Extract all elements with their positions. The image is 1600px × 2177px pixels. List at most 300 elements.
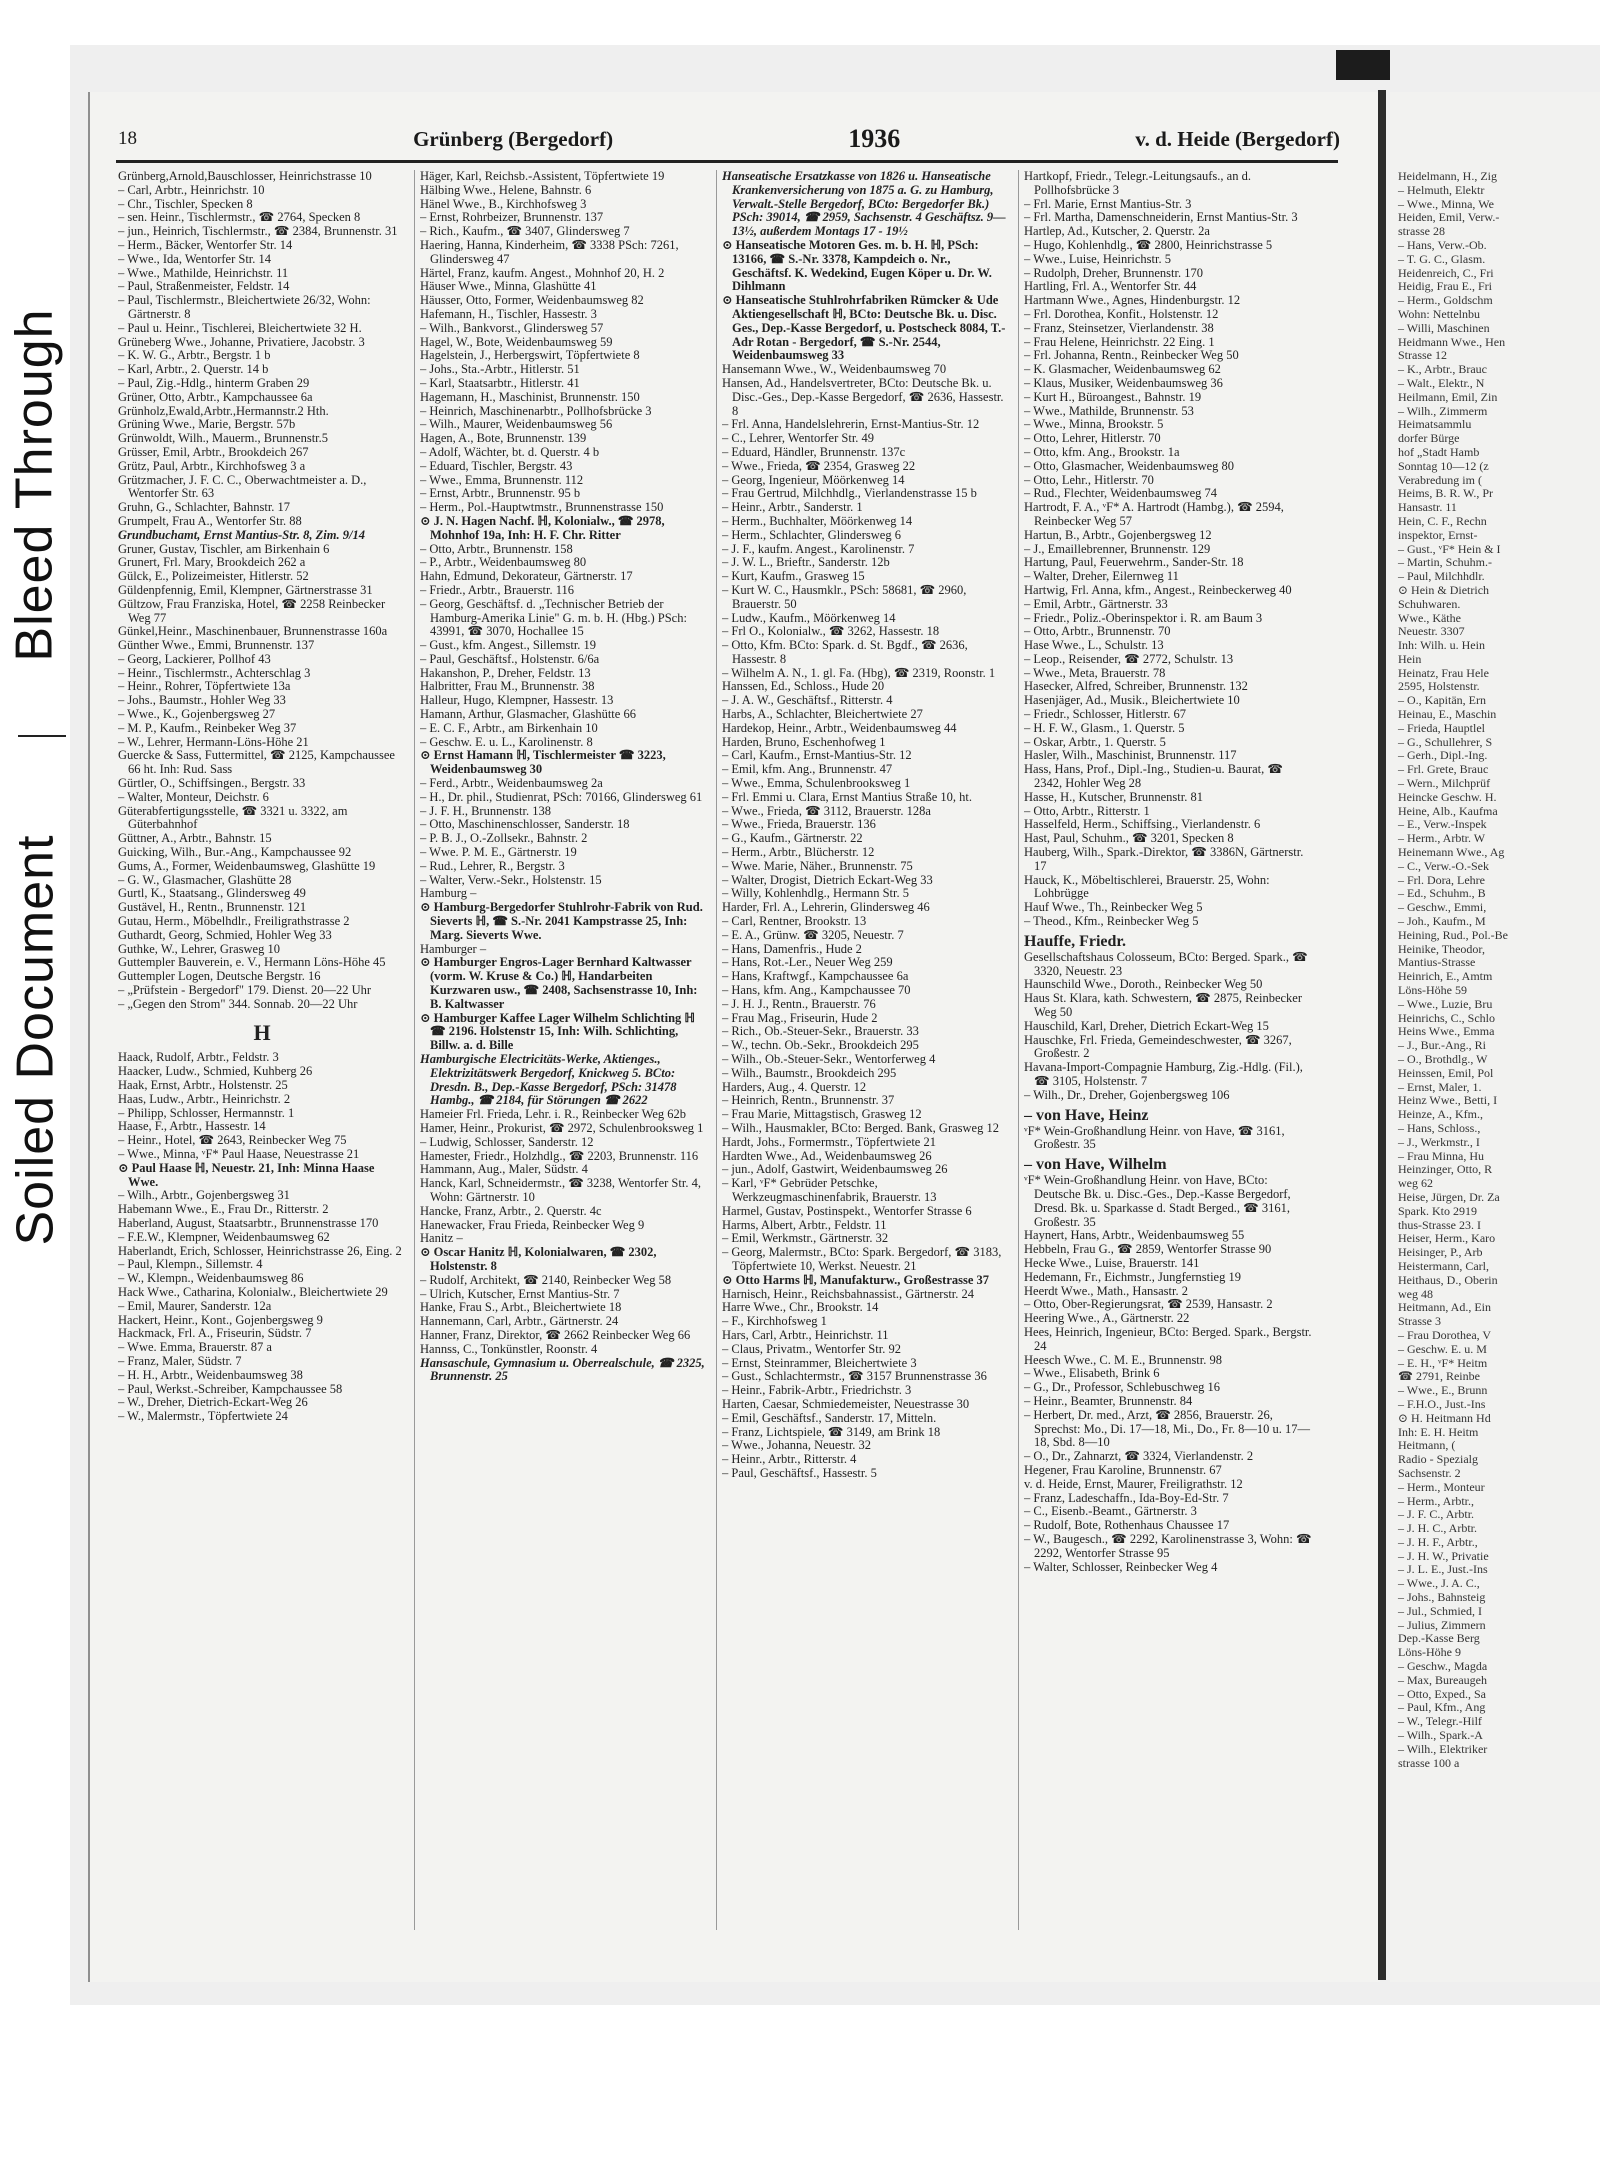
- directory-entry: – Ludwig, Schlosser, Sanderstr. 12: [420, 1134, 594, 1149]
- next-page-entry: – Ed., Schuhm., B: [1398, 886, 1486, 901]
- directory-entry: – Kurt W. C., Hausmklr., PSch: 58681, ☎ 2960, Brauerstr. 50: [722, 582, 967, 611]
- next-page-entry: Verabredung im (: [1398, 472, 1482, 487]
- directory-entry: Hedemann, Fr., Eichmstr., Jungfernstieg 19: [1024, 1269, 1241, 1284]
- directory-entry: Günther Wwe., Emmi, Brunnenstr. 137: [118, 638, 315, 653]
- directory-entry: Gruhn, G., Schlachter, Bahnstr. 17: [118, 500, 291, 515]
- next-page-entry: – Paul, Kfm., Ang: [1398, 1700, 1486, 1715]
- directory-entry: – Ferd., Arbtr., Weidenbaumsweg 2a: [420, 776, 603, 791]
- directory-entry: Grüneberg Wwe., Johanne, Privatiere, Jacobstr. 3: [118, 334, 365, 349]
- next-page-entry: ☎ 2791, Reinbe: [1398, 1369, 1480, 1384]
- next-page-entry: – Wwe., J. A. C.,: [1398, 1576, 1480, 1591]
- next-page-entry: – Hans, Verw.-Ob.: [1398, 237, 1487, 252]
- directory-entry: – W., Baugesch., ☎ 2292, Karolinenstrasse 3, Wohn: ☎ 2292, Wentorfer Strasse 95: [1024, 1531, 1312, 1560]
- next-page-entry: – Geschw., Emmi,: [1398, 900, 1487, 915]
- directory-entry: – Wilhelm A. N., 1. gl. Fa. (Hbg), ☎ 2319, Roonstr. 1: [722, 665, 996, 680]
- directory-entry: – Frl. Johanna, Rentn., Reinbecker Weg 50: [1024, 348, 1239, 363]
- next-page-entry: Heincke Geschw. H.: [1398, 789, 1497, 804]
- directory-entry: Hagel, W., Bote, Weidenbaumsweg 59: [420, 334, 613, 349]
- directory-entry: Hartlep, Ad., Kutscher, 2. Querstr. 2a: [1024, 224, 1210, 239]
- directory-entry: – Eduard, Tischler, Bergstr. 43: [420, 458, 573, 473]
- directory-entry: Gülck, E., Polizeimeister, Hitlerstr. 52: [118, 569, 309, 584]
- next-page-entry: Dep.-Kasse Berg: [1398, 1631, 1480, 1646]
- directory-entry: – Philipp, Schlosser, Hermannstr. 1: [118, 1105, 295, 1120]
- side-label-divider: [18, 735, 66, 737]
- directory-entry: Hack Wwe., Catharina, Kolonialw., Bleichertwiete 29: [118, 1284, 388, 1299]
- next-page-entry: – Johs., Bahnsteig: [1398, 1590, 1486, 1605]
- directory-entry: – Georg, Ingenieur, Möörkenweg 14: [722, 472, 905, 487]
- directory-entry: Hardekop, Heinr., Arbtr., Weidenbaumsweg 44: [722, 720, 957, 735]
- directory-entry: Hanke, Frau S., Arbt., Bleichertwiete 18: [420, 1300, 622, 1315]
- directory-entry: Hartkopf, Friedr., Telegr.-Leitungsaufs., an d. Pollhofsbrücke 3: [1024, 170, 1251, 197]
- directory-entry: – Otto, Lehrer, Hitlerstr. 70: [1024, 431, 1161, 446]
- directory-entry: ⊙ Hamburger Engros-Lager Bernhard Kaltwasser (vorm. W. Kruse & Co.) ℍ, Handarbeiten Kurzwaren usw., ☎ 2408, Sachsenstrasse 10, Inh: B. Kaltwasser: [420, 955, 698, 1011]
- directory-entry: – J. F., kaufm. Angest., Karolinenstr. 7: [722, 541, 915, 556]
- directory-entry: – Paul, Geschäftsf., Holstenstr. 6/6a: [420, 651, 600, 666]
- directory-entry: – Georg, Lackierer, Pollhof 43: [118, 651, 271, 666]
- next-page-entry: – Geschw., Magda: [1398, 1659, 1488, 1674]
- directory-entry: – sen. Heinr., Tischlermstr., ☎ 2764, Specken 8: [118, 210, 361, 225]
- next-page-entry: Heilmann, Emil, Zin: [1398, 389, 1498, 404]
- directory-entry: – Otto, Kfm. BCto: Spark. d. St. Bgdf., ☎ 2636, Hassestr. 8: [722, 638, 968, 666]
- next-page-entry: – Helmuth, Elektr: [1398, 182, 1485, 197]
- directory-entry: – Rud., Lehrer, R., Bergstr. 3: [420, 858, 565, 873]
- directory-entry: Hanck, Karl, Schneidermstr., ☎ 3238, Wentorfer Str. 4, Wohn: Gärtnerstr. 10: [420, 1176, 701, 1204]
- directory-entry: – Wwe., Frieda, ☎ 3112, Brauerstr. 128a: [722, 803, 931, 818]
- directory-entry: – Carl, Rentner, Brookstr. 13: [722, 914, 867, 929]
- directory-entry: Haack, Rudolf, Arbtr., Feldstr. 3: [118, 1050, 279, 1065]
- next-page-entry: – Geschw. E. u. M: [1398, 1341, 1487, 1356]
- next-page-entry: – Joh., Kaufm., M: [1398, 914, 1486, 929]
- directory-entry: – W., Dreher, Dietrich-Eckart-Weg 26: [118, 1395, 308, 1410]
- directory-entry: Gürtler, O., Schiffsingen., Bergstr. 33: [118, 776, 306, 791]
- directory-entry: Guttempler Logen, Deutsche Bergstr. 16: [118, 969, 321, 984]
- column-separator: [716, 170, 717, 1930]
- directory-entry: Hasse, H., Kutscher, Brunnenstr. 81: [1024, 789, 1203, 804]
- directory-entry: Häuser Wwe., Minna, Glashütte 41: [420, 279, 597, 294]
- directory-entry: – Eduard, Händler, Brunnenstr. 137c: [722, 444, 906, 459]
- directory-entry: – W., Lehrer, Hermann-Löns-Höhe 21: [118, 734, 309, 749]
- next-page-entry: – J. H. C., Arbtr.: [1398, 1521, 1478, 1536]
- next-page-entry: thus-Strasse 23. I: [1398, 1217, 1481, 1232]
- directory-entry: – J. A. W., Geschäftsf., Ritterstr. 4: [722, 693, 893, 708]
- next-page-entry: Heidelmann, H., Zig: [1398, 169, 1497, 183]
- directory-entry: – J. H. J., Rentn., Brauerstr. 76: [722, 996, 876, 1011]
- directory-entry: Gesellschaftshaus Colosseum, BCto: Berged. Spark., ☎ 3320, Neuestr. 23: [1024, 949, 1308, 978]
- next-page-entry: – Frau Minna, Hu: [1398, 1148, 1484, 1163]
- directory-entry: – Paul, Straßenmeister, Feldstr. 14: [118, 279, 290, 294]
- directory-entry: Grünholz,Ewald,Arbtr.,Hermannstr.2 Hth.: [118, 403, 329, 418]
- directory-entry: – Wwe., Minna, ᵛF* Paul Haase, Neuestrasse 21: [118, 1146, 360, 1161]
- next-page-entry: – E., Verw.-Inspek: [1398, 817, 1487, 832]
- directory-entry: – H., Dr. phil., Studienrat, PSch: 70166, Glindersweg 61: [420, 789, 703, 804]
- directory-entry: – Wwe. Marie, Näher., Brunnenstr. 75: [722, 858, 913, 873]
- directory-entry: – Herm., Schlachter, Glindersweg 6: [722, 527, 901, 542]
- directory-entry: – Kurt, Kaufm., Grasweg 15: [722, 569, 865, 584]
- next-page-entry: – Ernst, Maler, 1.: [1398, 1079, 1482, 1094]
- directory-entry: Harre Wwe., Chr., Brookstr. 14: [722, 1300, 879, 1315]
- directory-entry: – von Have, Wilhelm: [1024, 1156, 1167, 1174]
- directory-entry: Grundbuchamt, Ernst Mantius-Str. 8, Zim. 9/14: [118, 527, 365, 542]
- next-page-entry: – Paul, Milchhdlr.: [1398, 569, 1485, 584]
- directory-entry: – Johs., Baumstr., Hohler Weg 33: [118, 693, 286, 708]
- directory-entry: Harden, Bruno, Eschenhofweg 1: [722, 734, 886, 749]
- directory-entry: – Wilh., Dr., Dreher, Gojenbergsweg 106: [1024, 1087, 1230, 1102]
- next-page-entry: – Max, Bureaugeh: [1398, 1672, 1487, 1687]
- directory-entry: – jun., Heinrich, Tischlermstr., ☎ 2384, Brunnenstr. 31: [118, 224, 398, 239]
- next-page-entry: inspektor, Ernst-: [1398, 527, 1478, 542]
- next-page-entry: – K., Arbtr., Brauc: [1398, 362, 1487, 377]
- directory-entry: – Walter, Schlosser, Reinbecker Weg 4: [1024, 1559, 1218, 1574]
- next-page-entry: Hein, C. F., Rechn: [1398, 513, 1487, 528]
- directory-entry: – Johs., Sta.-Arbtr., Hitlerstr. 51: [420, 362, 580, 377]
- directory-entry: Grüning Wwe., Marie, Bergstr. 57b: [118, 417, 296, 432]
- directory-entry: Haase, F., Arbtr., Hassestr. 14: [118, 1119, 266, 1134]
- directory-entry: – Wwe., Elisabeth, Brink 6: [1024, 1366, 1160, 1381]
- directory-entry: Heesch Wwe., C. M. E., Brunnenstr. 98: [1024, 1352, 1223, 1367]
- directory-entry: Harmel, Gustav, Postinspekt., Wentorfer Strasse 6: [722, 1203, 972, 1218]
- directory-entry: Hansaschule, Gymnasium u. Oberrealschule, ☎ 2325, Brunnenstr. 25: [420, 1355, 705, 1384]
- directory-entry: Grütz, Paul, Arbtr., Kirchhofsweg 3 a: [118, 458, 306, 473]
- directory-entry: – Franz, Lichtspiele, ☎ 3149, am Brink 18: [722, 1424, 941, 1439]
- next-page-entry: Heining, Rud., Pol.-Be: [1398, 927, 1508, 942]
- directory-entry: – Paul, Tischlermstr., Bleichertwiete 26/32, Wohn: Gärtnerstr. 8: [118, 293, 371, 321]
- directory-entry: – Adolf, Wächter, bt. d. Querstr. 4 b: [420, 444, 600, 459]
- directory-entry: Guercke & Sass, Futtermittel, ☎ 2125, Kampchaussee 66 ht. Inh: Rud. Sass: [118, 748, 395, 777]
- directory-entry: – Rudolf, Bote, Rothenhaus Chaussee 17: [1024, 1518, 1230, 1533]
- next-page-entry: Wwe., Käthe: [1398, 610, 1461, 625]
- directory-entry: – jun., Adolf, Gastwirt, Weidenbaumsweg 26: [722, 1162, 948, 1177]
- directory-entry: Güttner, A., Arbtr., Bahnstr. 15: [118, 831, 272, 846]
- directory-entry: Hammann, Aug., Maler, Südstr. 4: [420, 1162, 588, 1177]
- next-page-fragment: [1390, 92, 1600, 1982]
- directory-column-3: [722, 170, 1010, 1930]
- directory-entry: Grützmacher, J. F. C. C., Oberwachtmeister a. D., Wentorfer Str. 63: [118, 472, 367, 501]
- next-page-entry: Heidenreich, C., Fri: [1398, 265, 1494, 280]
- directory-entry: – Emil, Arbtr., Gärtnerstr. 33: [1024, 596, 1168, 611]
- directory-entry: – P. B. J., O.-Zollsekr., Bahnstr. 2: [420, 831, 588, 846]
- directory-entry: – W., techn. Ob.-Sekr., Brookdeich 295: [722, 1038, 919, 1053]
- directory-entry: Gums, A., Former, Weidenbaumsweg, Glashütte 19: [118, 858, 376, 873]
- year-heading: 1936: [848, 124, 901, 153]
- directory-entry: – Emil, kfm. Ang., Brunnenstr. 47: [722, 762, 893, 777]
- next-page-entry: – Otto, Exped., Sa: [1398, 1686, 1486, 1701]
- directory-entry: – Rudolph, Dreher, Brunnenstr. 170: [1024, 265, 1203, 280]
- next-page-entry: – Wilh., Spark.-A: [1398, 1728, 1483, 1743]
- directory-entry: Hamann, Arthur, Glasmacher, Glashütte 66: [420, 707, 636, 722]
- next-page-entry: Heidig, Frau E., Fri: [1398, 279, 1492, 294]
- next-page-column: [1390, 92, 1600, 1770]
- directory-entry: Hakanshon, P., Dreher, Feldstr. 13: [420, 665, 591, 680]
- directory-column-2: [420, 170, 708, 1930]
- directory-entry: Hamburgische Electricitäts-Werke, Aktienges., Elektrizitätswerk Bergedorf, Knickweg 5. BCto: Dresdn. B., Dep.-Kasse Bergedorf, PSch: 31478 Hambg., ☎ 2184, für Störungen ☎ 2622: [420, 1052, 677, 1108]
- directory-entry: Halleur, Hugo, Klempner, Hassestr. 13: [420, 693, 614, 708]
- directory-entry: Hackmack, Frl. A., Friseurin, Südstr. 7: [118, 1326, 312, 1341]
- directory-entry: – Gust., kfm. Angest., Sillemstr. 19: [420, 638, 597, 653]
- next-page-entry: – J. F. C., Arbtr.: [1398, 1507, 1475, 1522]
- directory-entry: – Wwe., Mathilde, Heinrichstr. 11: [118, 265, 289, 280]
- directory-entry: Hecke Wwe., Luise, Brauerstr. 141: [1024, 1255, 1200, 1270]
- directory-entry: – G., Dr., Professor, Schlebuschweg 16: [1024, 1380, 1221, 1395]
- directory-entry: – Wwe., Frieda, ☎ 2354, Grasweg 22: [722, 458, 916, 473]
- directory-entry: ᵛF* Wein-Großhandlung Heinr. von Have, BCto: Deutsche Bk. u. Disc.-Ges., Dep.-Kasse Bergedorf, Dresd. Bk. u. Sparkasse d. Stadt Berged., ☎ 3161, Großestr. 35: [1024, 1173, 1291, 1229]
- directory-entry: Guttempler Bauverein, e. V., Hermann Löns-Höhe 45: [118, 955, 386, 970]
- next-page-entry: Heiden, Emil, Verw.-: [1398, 210, 1500, 225]
- directory-entry: Hars, Carl, Arbtr., Heinrichstr. 11: [722, 1327, 889, 1342]
- directory-entry: – Rud., Flechter, Weidenbaumsweg 74: [1024, 486, 1218, 501]
- next-page-entry: – Frau Dorothea, V: [1398, 1327, 1492, 1342]
- next-page-entry: weg 62: [1398, 1176, 1433, 1191]
- next-page-entry: Heinz Wwe., Betti, I: [1398, 1093, 1498, 1108]
- directory-entry: – Friedr., Schlosser, Hitlerstr. 67: [1024, 707, 1186, 722]
- next-page-entry: – E. H., ᵛF* Heitm: [1398, 1355, 1488, 1370]
- directory-entry: – Walter, Verw.-Sekr., Holstenstr. 15: [420, 872, 602, 887]
- directory-entry: – Frl. Emmi u. Clara, Ernst Mantius Straße 10, ht.: [722, 789, 972, 804]
- directory-entry: – Otto, kfm. Ang., Brookstr. 1a: [1024, 444, 1180, 459]
- directory-entry: – Otto, Arbtr., Brunnenstr. 158: [420, 541, 573, 556]
- directory-entry: Haacker, Ludw., Schmied, Kuhberg 26: [118, 1064, 313, 1079]
- directory-entry: – J., Emaillebrenner, Brunnenstr. 129: [1024, 541, 1211, 556]
- next-page-entry: – Herm., Goldschm: [1398, 293, 1493, 308]
- directory-entry: – Frau Mag., Friseurin, Hude 2: [722, 1010, 878, 1025]
- directory-entry: – Franz, Maler, Südstr. 7: [118, 1353, 242, 1368]
- next-page-entry: – Herm., Monteur: [1398, 1479, 1485, 1494]
- directory-entry: Hafemann, H., Tischler, Hassestr. 3: [420, 306, 597, 321]
- next-page-entry: Heinau, E., Maschin: [1398, 707, 1497, 722]
- next-page-entry: 2595, Holstenstr.: [1398, 679, 1480, 694]
- next-page-entry: – Wwe., Luzie, Bru: [1398, 996, 1493, 1011]
- directory-entry: Gültzow, Frau Franziska, Hotel, ☎ 2258 Reinbecker Weg 77: [118, 596, 386, 625]
- directory-entry: – Paul u. Heinr., Tischlerei, Bleichertwiete 32 H.: [118, 320, 362, 335]
- directory-entry: Hebbeln, Frau G., ☎ 2859, Wentorfer Strasse 90: [1024, 1242, 1272, 1257]
- next-page-entry: Heidmann Wwe., Hen: [1398, 334, 1506, 349]
- directory-entry: Hannemann, Carl, Arbtr., Gärtnerstr. 24: [420, 1314, 619, 1329]
- directory-entry: Hasler, Wilh., Maschinist, Brunnenstr. 117: [1024, 748, 1237, 763]
- directory-entry: Hasselfeld, Herm., Schiffsing., Vierlandenstr. 6: [1024, 817, 1261, 832]
- next-page-entry: – J. L. E., Just.-Ins: [1398, 1562, 1488, 1577]
- directory-entry: Härtel, Franz, kaufm. Angest., Mohnhof 20, H. 2: [420, 265, 665, 280]
- directory-entry: – J. W. L., Brieftr., Sanderstr. 12b: [722, 555, 890, 570]
- directory-entry: Hamer, Heinr., Prokurist, ☎ 2972, Schulenbrooksweg 1: [420, 1120, 704, 1135]
- directory-entry: – Wwe., Mathilde, Brunnenstr. 53: [1024, 403, 1194, 418]
- directory-entry: – Claus, Privatm., Wentorfer Str. 92: [722, 1341, 901, 1356]
- directory-entry: – Rudolf, Architekt, ☎ 2140, Reinbecker Weg 58: [420, 1272, 672, 1287]
- directory-entry: – Herm., Buchhalter, Möörkenweg 14: [722, 513, 913, 528]
- directory-entry: Haak, Ernst, Arbtr., Holstenstr. 25: [118, 1078, 288, 1092]
- next-page-entry: Heinike, Theodor,: [1398, 941, 1485, 956]
- directory-entry: Guicking, Wilh., Bur.-Ang., Kampchaussee 92: [118, 845, 352, 860]
- directory-entry: – C., Lehrer, Wentorfer Str. 49: [722, 431, 875, 446]
- directory-entry: Häusser, Otto, Former, Weidenbaumsweg 82: [420, 293, 644, 308]
- next-page-entry: – O., Kapitän, Ern: [1398, 693, 1486, 708]
- directory-entry: – Frl. Martha, Damenschneiderin, Ernst Mantius-Str. 3: [1024, 210, 1298, 225]
- directory-entry: – J. F. H., Brunnenstr. 138: [420, 803, 551, 818]
- directory-entry: Hardten Wwe., Ad., Weidenbaumsweg 26: [722, 1148, 932, 1163]
- next-page-entry: Heine, Alb., Kaufma: [1398, 803, 1498, 818]
- directory-entry: – Heinr., Fabrik-Arbtr., Friedrichstr. 3: [722, 1383, 912, 1398]
- directory-entry: – Heinr., Arbtr., Ritterstr. 4: [722, 1452, 857, 1467]
- directory-entry: – Emil, Werkmstr., Gärtnerstr. 32: [722, 1231, 889, 1246]
- directory-entry: – Kurt H., Büroangest., Bahnstr. 19: [1024, 389, 1202, 404]
- bleed-through-text: Bleed Through: [6, 308, 64, 662]
- directory-entry: Grüsser, Emil, Arbtr., Brookdeich 267: [118, 444, 309, 459]
- next-page-entry: Heinemann Wwe., Ag: [1398, 845, 1505, 860]
- directory-entry: – Paul, Klempn., Sillemstr. 4: [118, 1257, 263, 1272]
- directory-entry: – Heinrich, Rentn., Brunnenstr. 37: [722, 1093, 895, 1108]
- directory-entry: – E. A., Grünw. ☎ 3205, Neuestr. 7: [722, 927, 904, 942]
- next-page-entry: strasse 28: [1398, 224, 1445, 239]
- directory-entry: – G. W., Glasmacher, Glashütte 28: [118, 872, 292, 887]
- directory-entry: – „Gegen den Strom" 344. Sonnab. 20—22 Uhr: [118, 996, 358, 1011]
- next-page-entry: – Wilh., Elektriker: [1398, 1741, 1488, 1756]
- directory-entry: – Friedr., Poliz.-Oberinspektor i. R. am Baum 3: [1024, 610, 1263, 625]
- directory-entry: Haering, Hanna, Kinderheim, ☎ 3338 PSch: 7261, Glindersweg 47: [420, 237, 679, 266]
- next-page-entry: Heinatz, Frau Hele: [1398, 665, 1489, 680]
- next-page-entry: Spark. Kto 2919: [1398, 1203, 1477, 1218]
- directory-column-1: [118, 170, 406, 1930]
- directory-entry: Hartmann Wwe., Agnes, Hindenburgstr. 12: [1024, 293, 1241, 308]
- next-page-entry: – Walt., Elektr., N: [1398, 375, 1485, 390]
- directory-entry: Hanseatische Ersatzkasse von 1826 u. Hanseatische Krankenversicherung von 1875 a. G. zu Hamburg, Verwalt.-Stelle Bergedorf, BCto: Bergedorfer Bk.) PSch: 39014, ☎ 2959, Sachsenstr. 4 Geschäftsz. 9—13½, außerdem Montags 17 - 19½: [722, 170, 1006, 239]
- directory-entry: – Oskar, Arbtr., 1. Querstr. 5: [1024, 734, 1166, 749]
- directory-entry: ⊙ Otto Harms ℍ, Manufakturw., Großestrasse 37: [722, 1272, 990, 1287]
- directory-entry: Hanssen, Ed., Schloss., Hude 20: [722, 679, 885, 694]
- next-page-entry: dorfer Bürge: [1398, 431, 1460, 446]
- next-page-entry: Heinssen, Emil, Pol: [1398, 1065, 1494, 1080]
- directory-entry: ⊙ Hamburg-Bergedorfer Stuhlrohr-Fabrik von Rud. Sieverts ℍ, ☎ S.-Nr. 2041 Kampstrasse 25, Inh: Marg. Sieverts Wwe.: [420, 900, 703, 942]
- next-page-entry: – Herm., Arbtr. W: [1398, 831, 1486, 846]
- next-page-entry: Hein: [1398, 651, 1422, 666]
- next-page-entry: Löns-Höhe 59: [1398, 983, 1467, 998]
- directory-entry: – Otto, Lehr., Hitlerstr. 70: [1024, 472, 1154, 487]
- next-page-entry: – Willi, Maschinen: [1398, 320, 1490, 335]
- directory-entry: – Wwe., Meta, Brauerstr. 78: [1024, 665, 1166, 680]
- next-page-entry: Heitmann, (: [1398, 1438, 1456, 1453]
- next-page-entry: – Herm., Arbtr.,: [1398, 1493, 1474, 1508]
- binding-bar: [1336, 50, 1390, 80]
- directory-column-4: [1024, 170, 1312, 1930]
- directory-entry: – Hans, kfm. Ang., Kampchaussee 70: [722, 983, 911, 998]
- directory-entry: Hänel Wwe., B., Kirchhofsweg 3: [420, 196, 587, 211]
- page-gutter: [1378, 90, 1386, 1980]
- next-page-entry: Heinzinger, Otto, R: [1398, 1162, 1493, 1177]
- directory-entry: – Georg, Geschäftsf. d. „Technischer Betrieb der Hamburg-Amerika Linie" G. m. b. H. (Hbg.) PSch: 43991, ☎ 3070, Hochallee 15: [420, 596, 687, 639]
- directory-entry: – Wilh., Baumstr., Brookdeich 295: [722, 1065, 897, 1080]
- next-page-entry: – F.H.O., Just.-Ins: [1398, 1396, 1486, 1411]
- directory-entry: Hauschild, Karl, Dreher, Dietrich Eckart-Weg 15: [1024, 1018, 1269, 1033]
- directory-entry: – Frau Helene, Heinrichstr. 22 Eing. 1: [1024, 334, 1215, 349]
- directory-entry: Grumpelt, Frau A., Wentorfer Str. 88: [118, 513, 302, 528]
- directory-entry: – Karl, ᵛF* Gebrüder Petschke, Werkzeugmaschinenfabrik, Brauerstr. 13: [722, 1176, 937, 1204]
- next-page-entry: Heithaus, D., Oberin: [1398, 1272, 1498, 1287]
- next-page-entry: Inh: Wilh. u. Hein: [1398, 638, 1485, 653]
- directory-entry: Hauffe, Friedr.: [1024, 932, 1127, 950]
- directory-entry: – Heinr., Rohrer, Töpfertwiete 13a: [118, 679, 291, 694]
- next-page-entry: – Wwe., Minna, We: [1398, 196, 1494, 211]
- directory-entry: – Theod., Kfm., Reinbecker Weg 5: [1024, 914, 1199, 929]
- directory-entry: – Friedr., Arbtr., Brauerstr. 116: [420, 582, 575, 597]
- directory-entry: – Wilh., Ob.-Steuer-Sekr., Wentorferweg 4: [722, 1052, 936, 1066]
- directory-entry: – Frau Marie, Mittagstisch, Grasweg 12: [722, 1107, 922, 1122]
- directory-entry: Hagemann, H., Maschinist, Brunnenstr. 150: [420, 389, 640, 404]
- directory-entry: – Wwe. P. M. E., Gärtnerstr. 19: [420, 845, 577, 860]
- next-page-entry: ⊙ H. Heitmann Hd: [1398, 1410, 1491, 1425]
- directory-entry: Halbritter, Frau M., Brunnenstr. 38: [420, 679, 595, 694]
- directory-entry: ⊙ Hamburger Kaffee Lager Wilhelm Schlichting ℍ ☎ 2196. Holstenstr 15, Inh: Wilh. Schlichting, Billw. a. d. Bille: [420, 1010, 696, 1053]
- directory-entry: – Otto, Glasmacher, Weidenbaumsweg 80: [1024, 458, 1235, 473]
- directory-entry: Gurtl, K., Staatsang., Glindersweg 49: [118, 886, 306, 901]
- directory-entry: – H. F. W., Glasm., 1. Querstr. 5: [1024, 720, 1185, 735]
- next-page-entry: Sachsenstr. 2: [1398, 1465, 1461, 1480]
- next-page-entry: – Gerh., Dipl.-Ing.: [1398, 748, 1488, 763]
- directory-entry: – Otto, Ober-Regierungsrat, ☎ 2539, Hansastr. 2: [1024, 1297, 1273, 1312]
- directory-entry: – Hans, Damenfris., Hude 2: [722, 941, 862, 956]
- directory-entry: – E. C. F., Arbtr., am Birkenhain 10: [420, 720, 598, 735]
- directory-entry: ⊙ Hanseatische Stuhlrohrfabriken Rümcker & Ude Aktiengesellschaft ℍ, BCto: Deutsche Bk. u. Disc. Ges., Dep.-Kasse Bergedorf, u. Postscheck 8084, T.-Adr Rotan - Bergedorf, ☎ S.-Nr. 2544, Weidenbaumsweg 33: [722, 293, 1006, 363]
- next-page-entry: hof „Stadt Hamb: [1398, 444, 1480, 459]
- directory-entry: ⊙ J. N. Hagen Nachf. ℍ, Kolonialw., ☎ 2978, Mohnhof 19a, Inh: H. F. Chr. Ritter: [420, 513, 665, 542]
- header-rule: [116, 160, 1338, 163]
- directory-entry: – Ernst, Steinrammer, Bleichertwiete 3: [722, 1355, 917, 1370]
- directory-entry: – Paul, Werkst.-Schreiber, Kampchaussee 58: [118, 1381, 343, 1396]
- directory-entry: – Frl. Marie, Ernst Mantius-Str. 3: [1024, 196, 1192, 211]
- directory-entry: Grünberg,Arnold,Bauschlosser, Heinrichstrasse 10: [118, 170, 372, 183]
- directory-entry: – Leop., Reisender, ☎ 2772, Schulstr. 13: [1024, 651, 1234, 666]
- directory-entry: ⊙ Hanseatische Motoren Ges. m. b. H. ℍ, PSch: 13166, ☎ S.-Nr. 3378, Kampdeich o. Nr., Geschäftsf. K. Wedekind, Eugen Köper u. Dr. W. Dihlmann: [722, 237, 992, 294]
- directory-entry: – K. W. G., Arbtr., Bergstr. 1 b: [118, 348, 271, 363]
- directory-entry: Hagelstein, J., Herbergswirt, Töpfertwiete 8: [420, 348, 640, 363]
- directory-entry: Hansemann Wwe., W., Weidenbaumsweg 70: [722, 362, 947, 377]
- right-running-head: v. d. Heide (Bergedorf): [1135, 126, 1340, 151]
- directory-entry: Hartun, B., Arbtr., Gojenbergsweg 12: [1024, 527, 1212, 542]
- directory-entry: – Carl, Arbtr., Heinrichstr. 10: [118, 182, 265, 197]
- directory-entry: – Franz, Ladeschaffn., Ida-Boy-Ed-Str. 7: [1024, 1490, 1229, 1505]
- directory-entry: Harder, Frl. A., Lehrerin, Glindersweg 46: [722, 900, 930, 915]
- next-page-entry: – C., Verw.-O.-Sek: [1398, 858, 1489, 873]
- directory-entry: – Franz, Steinsetzer, Vierlandenstr. 38: [1024, 320, 1214, 335]
- next-page-entry: ⊙ Hein & Dietrich: [1398, 582, 1490, 597]
- next-page-entry: – G., Schullehrer, S: [1398, 734, 1493, 749]
- directory-entry: – Heinr., Tischlermstr., Achterschlag 3: [118, 665, 311, 680]
- directory-entry: – Wilh., Maurer, Weidenbaumsweg 56: [420, 417, 613, 432]
- directory-entry: – Hans, Kraftwgf., Kampchaussee 6a: [722, 969, 909, 984]
- next-page-entry: – Wilh., Zimmerm: [1398, 403, 1488, 418]
- directory-entry: – Frl. Anna, Handelslehrerin, Ernst-Mantius-Str. 12: [722, 417, 980, 432]
- directory-entry: – Ulrich, Kutscher, Ernst Mantius-Str. 7: [420, 1286, 620, 1301]
- directory-entry: – Otto, Arbtr., Ritterstr. 1: [1024, 803, 1150, 818]
- directory-entry: – Wwe., Emma, Brunnenstr. 112: [420, 472, 584, 487]
- directory-entry: – Rich., Kaufm., ☎ 3407, Glindersweg 7: [420, 224, 630, 239]
- directory-entry: – Carl, Kaufm., Ernst-Mantius-Str. 12: [722, 748, 912, 763]
- directory-entry: Haynert, Hans, Arbtr., Weidenbaumsweg 55: [1024, 1228, 1245, 1243]
- directory-entry: – Emil, Maurer, Sanderstr. 12a: [118, 1298, 272, 1313]
- directory-entry: – C., Eisenb.-Beamt., Gärtnerstr. 3: [1024, 1504, 1197, 1519]
- next-page-entry: Heins Wwe., Emma: [1398, 1024, 1495, 1039]
- directory-entry: Hauck, K., Möbeltischlerei, Brauerstr. 25, Wohn: Lohbrügge: [1024, 872, 1270, 901]
- directory-entry: Gustävel, H., Rentn., Brunnenstr. 121: [118, 900, 307, 915]
- directory-entry: Hartling, Frl. A., Wentorfer Str. 44: [1024, 279, 1197, 294]
- directory-entry: – O., Dr., Zahnarzt, ☎ 3324, Vierlandenstr. 2: [1024, 1449, 1254, 1464]
- directory-entry: ⊙ Oscar Hanitz ℍ, Kolonialwaren, ☎ 2302, Holstenstr. 8: [420, 1245, 657, 1273]
- directory-entry: Hahn, Edmund, Dekorateur, Gärtnerstr. 17: [420, 569, 633, 584]
- directory-entry: – Frl O., Kolonialw., ☎ 3262, Hassestr. 18: [722, 624, 940, 639]
- directory-entry: Gruner, Gustav, Tischler, am Birkenhain 6: [118, 541, 330, 556]
- directory-entry: Hameier Frl. Frieda, Lehr. i. R., Reinbecker Weg 62b: [420, 1107, 687, 1122]
- directory-entry: – Chr., Tischler, Specken 8: [118, 196, 253, 211]
- directory-entry: Heering Wwe., A., Gärtnerstr. 22: [1024, 1311, 1190, 1326]
- directory-entry: Hamester, Friedr., Holzhdlg., ☎ 2203, Brunnenstr. 116: [420, 1148, 699, 1163]
- directory-entry: Hamburger –: [420, 941, 487, 956]
- next-page-entry: Heistermann, Carl,: [1398, 1258, 1489, 1273]
